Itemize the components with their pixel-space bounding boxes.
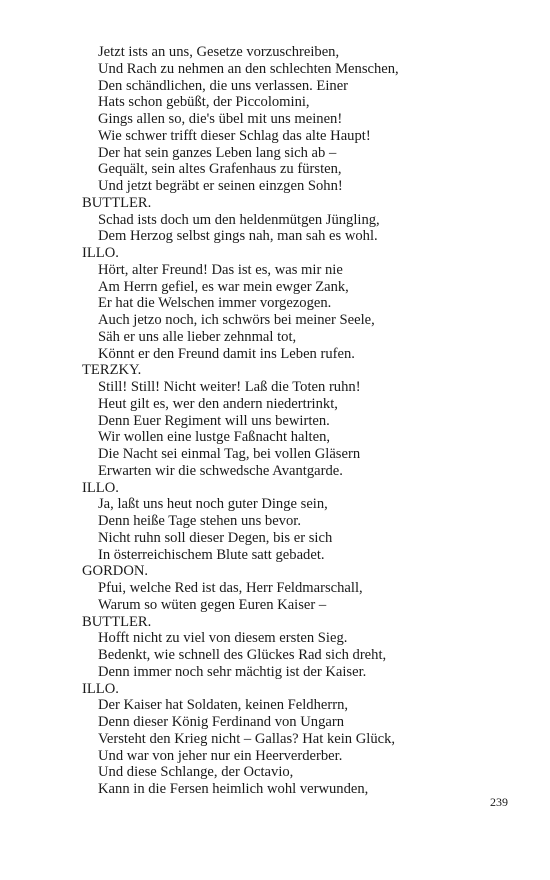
verse-line: In österreichischem Blute satt gebadet.	[98, 546, 325, 563]
speaker-name: BUTTLER.	[82, 194, 152, 211]
verse-line: Hats schon gebüßt, der Piccolomini,	[98, 94, 310, 111]
verse-line: Kann in die Fersen heimlich wohl verwunden,	[98, 781, 369, 797]
speaker-name: BUTTLER.	[82, 613, 152, 630]
verse-line: Gequält, sein altes Grafenhaus zu fürsten,	[98, 161, 342, 178]
verse-line: Wir wollen eine lustge Faßnacht halten,	[98, 429, 331, 446]
verse-line: Er hat die Welschen immer vorgezogen.	[98, 295, 332, 312]
verse-line: Denn Euer Regiment will uns bewirten.	[98, 412, 330, 429]
speaker-name: GORDON.	[82, 563, 149, 580]
verse-line: Denn dieser König Ferdinand von Ungarn	[98, 714, 345, 730]
verse-line: Nicht ruhn soll dieser Degen, bis er sich	[98, 529, 333, 546]
verse-line: Wie schwer trifft dieser Schlag das alte Haupt!	[98, 127, 371, 144]
verse-line: Pfui, welche Red ist das, Herr Feldmarschall,	[98, 580, 363, 596]
verse-line: Den schändlichen, die uns verlassen. Einer	[98, 77, 349, 94]
verse-line: Und Rach zu nehmen an den schlechten Menschen,	[98, 60, 399, 77]
verse-line: Erwarten wir die schwedsche Avantgarde.	[98, 462, 343, 479]
verse-line: Versteht den Krieg nicht – Gallas? Hat kein Glück,	[98, 730, 396, 747]
verse-line: Hofft nicht zu viel von diesem ersten Sieg.	[98, 630, 348, 647]
verse-line: Könnt er den Freund damit ins Leben rufen.	[98, 345, 355, 362]
verse-line: Der hat sein ganzes Leben lang sich ab –	[98, 144, 337, 161]
verse-text	[82, 44, 532, 798]
verse-line: Dem Herzog selbst gings nah, man sah es wohl.	[98, 228, 378, 245]
verse-line: Gings allen so, die's übel mit uns meinen!	[98, 111, 343, 127]
speaker-name: ILLO.	[82, 680, 119, 697]
speaker-name: TERZKY.	[82, 362, 142, 379]
verse-line: Und jetzt begräbt er seinen einzgen Sohn!	[98, 178, 343, 194]
verse-line: Und war von jeher nur ein Heerverderber.	[98, 747, 343, 764]
speaker-name: ILLO.	[82, 245, 119, 261]
speaker-name: ILLO.	[82, 479, 119, 496]
verse-line: Und diese Schlange, der Octavio,	[98, 764, 294, 781]
verse-line: Bedenkt, wie schnell des Glückes Rad sich dreht,	[98, 647, 387, 663]
verse-line: Auch jetzo noch, ich schwörs bei meiner Seele,	[98, 312, 375, 328]
verse-line: Jetzt ists an uns, Gesetze vorzuschreiben,	[98, 44, 340, 60]
verse-line: Still! Still! Nicht weiter! Laß die Toten ruhn!	[98, 379, 361, 395]
verse-line: Denn immer noch sehr mächtig ist der Kaiser.	[98, 663, 367, 680]
verse-line: Denn heiße Tage stehen uns bevor.	[98, 513, 301, 529]
verse-line: Warum so wüten gegen Euren Kaiser –	[98, 596, 327, 613]
verse-line: Säh er uns alle lieber zehnmal tot,	[98, 328, 297, 345]
page-number: 239	[490, 795, 508, 809]
verse-line: Ja, laßt uns heut noch guter Dinge sein,	[98, 496, 328, 513]
verse-line: Heut gilt es, wer den andern niedertrinkt,	[98, 395, 338, 412]
verse-line: Hört, alter Freund! Das ist es, was mir nie	[98, 261, 343, 278]
verse-line: Am Herrn gefiel, es war mein ewger Zank,	[98, 278, 349, 295]
verse-line: Schad ists doch um den heldenmütgen Jüngling,	[98, 211, 380, 228]
verse-line: Der Kaiser hat Soldaten, keinen Feldherrn,	[98, 697, 349, 714]
verse-line: Die Nacht sei einmal Tag, bei vollen Gläsern	[98, 446, 361, 462]
